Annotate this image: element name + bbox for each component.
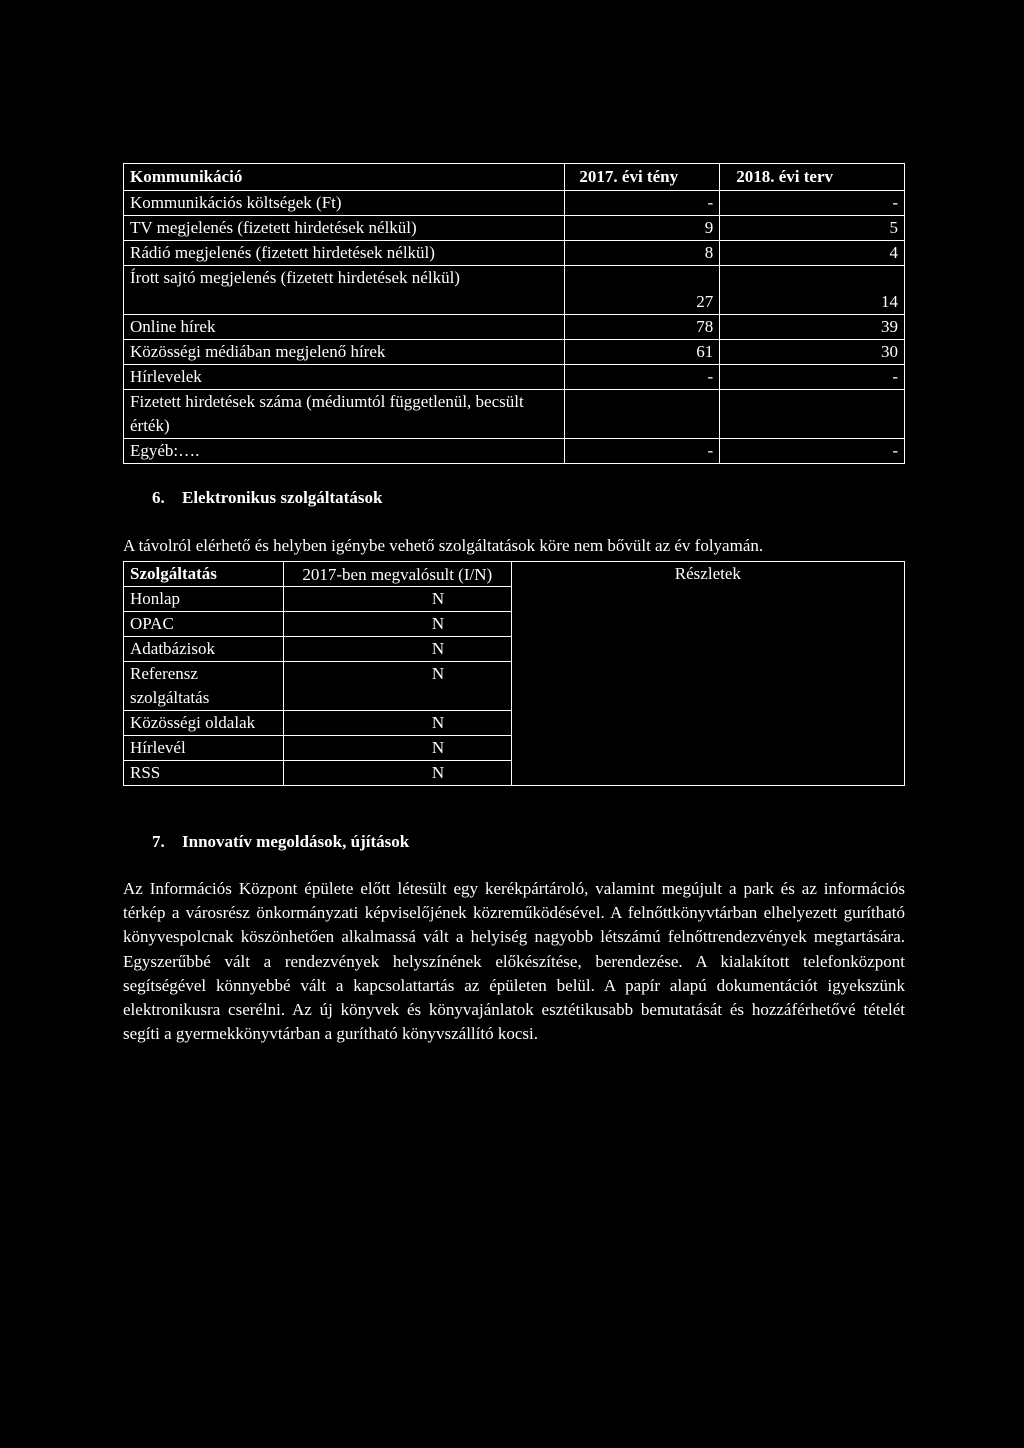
table-row (124, 662, 905, 711)
table-row (124, 439, 905, 464)
service-detail (511, 662, 904, 711)
service-label: Közösségi oldalak (124, 711, 284, 736)
value-2018: 4 (720, 241, 905, 266)
header-details: Részletek (511, 562, 904, 587)
communication-table (123, 163, 905, 464)
table-row (124, 266, 905, 315)
service-implemented: N (283, 711, 511, 736)
service-detail (511, 711, 904, 736)
row-label: Rádió megjelenés (fizetett hirdetések nélkül) (124, 241, 565, 266)
value-2018: - (720, 191, 905, 216)
table-row (124, 637, 905, 662)
service-detail (511, 637, 904, 662)
service-label: OPAC (124, 612, 284, 637)
row-label: Írott sajtó megjelenés (fizetett hirdetések nélkül) (124, 266, 565, 315)
value-2017: 61 (565, 340, 720, 365)
table-row (124, 612, 905, 637)
section-6-intro: A távolról elérhető és helyben igénybe vehető szolgáltatások köre nem bővült az év folyamán. (123, 536, 764, 555)
value-2017: 8 (565, 241, 720, 266)
service-label: Adatbázisok (124, 637, 284, 662)
row-label: Online hírek (124, 315, 565, 340)
service-detail (511, 612, 904, 637)
table-row (124, 587, 905, 612)
table-row (124, 340, 905, 365)
value-2018 (720, 390, 905, 439)
section-7-title: Innovatív megoldások, újítások (182, 832, 410, 851)
value-2017: - (565, 191, 720, 216)
table-row (124, 736, 905, 761)
service-detail (511, 736, 904, 761)
table-row (124, 761, 905, 786)
service-label: Hírlevél (124, 736, 284, 761)
value-2018: 5 (720, 216, 905, 241)
service-label: Referensz szolgáltatás (124, 662, 284, 711)
table-row (124, 711, 905, 736)
service-implemented: N (283, 736, 511, 761)
header-communication: Kommunikáció (124, 164, 565, 191)
service-implemented: N (283, 612, 511, 637)
value-2017: 27 (565, 266, 720, 315)
section-6-heading (152, 487, 382, 509)
service-detail (511, 587, 904, 612)
value-2018: - (720, 439, 905, 464)
value-2017: 9 (565, 216, 720, 241)
value-2018: 30 (720, 340, 905, 365)
table-row (124, 216, 905, 241)
service-implemented: N (283, 761, 511, 786)
service-label: RSS (124, 761, 284, 786)
services-table (123, 561, 905, 786)
header-2017-actual: 2017. évi tény (565, 164, 720, 191)
service-implemented: N (283, 637, 511, 662)
value-2018: 39 (720, 315, 905, 340)
header-2018-plan: 2018. évi terv (720, 164, 905, 191)
value-2017: - (565, 439, 720, 464)
value-2018: 14 (720, 266, 905, 315)
row-label: Hírlevelek (124, 365, 565, 390)
section-7-number: 7. (152, 832, 165, 851)
header-implemented-2017: 2017-ben megvalósult (I/N) (283, 562, 511, 587)
section-7-heading (152, 831, 409, 853)
table-row (124, 390, 905, 439)
service-implemented: N (283, 587, 511, 612)
service-detail (511, 761, 904, 786)
table-row (124, 315, 905, 340)
row-label: Közösségi médiában megjelenő hírek (124, 340, 565, 365)
row-label: Egyéb:…. (124, 439, 565, 464)
row-label: Kommunikációs költségek (Ft) (124, 191, 565, 216)
section-7-body: Az Információs Központ épülete előtt létesült egy kerékpártároló, valamint megújult a park és az információs térkép a városrész önkormányzati képviselőjének közreműködésével. A felnőttkönyvtárban elhelyezett gurítható könyvespolcnak köszönhetően alkalmassá vált a helyiség nagyobb létszámú felnőttrendezvények megtartására. Egyszerűbbé vált a rendezvények helyszínének előkészítése, berendezése. A kialakított telefonközpont segítségével könnyebbé vált a kapcsolattartás az épületen belül. A papír alapú dokumentációt igyekszünk elektronikusra cserélni. Az új könyvek és könyvajánlatok esztétikusabb bemutatását és hozzáférhetővé tételét segíti a gyermekkönyvtárban a gurítható könyvszállító kocsi. (123, 879, 905, 1044)
table-row (124, 365, 905, 390)
value-2017: - (565, 365, 720, 390)
value-2017: 78 (565, 315, 720, 340)
table-row (124, 241, 905, 266)
section-6-title: Elektronikus szolgáltatások (182, 488, 383, 507)
table-header-row (124, 164, 905, 191)
table-header-row (124, 562, 905, 587)
row-label: Fizetett hirdetések száma (médiumtól függetlenül, becsült érték) (124, 390, 565, 439)
service-label: Honlap (124, 587, 284, 612)
service-implemented: N (283, 662, 511, 711)
table-row (124, 191, 905, 216)
row-label: TV megjelenés (fizetett hirdetések nélkül) (124, 216, 565, 241)
value-2018: - (720, 365, 905, 390)
header-service: Szolgáltatás (124, 562, 284, 587)
value-2017 (565, 390, 720, 439)
section-6-number: 6. (152, 488, 165, 507)
